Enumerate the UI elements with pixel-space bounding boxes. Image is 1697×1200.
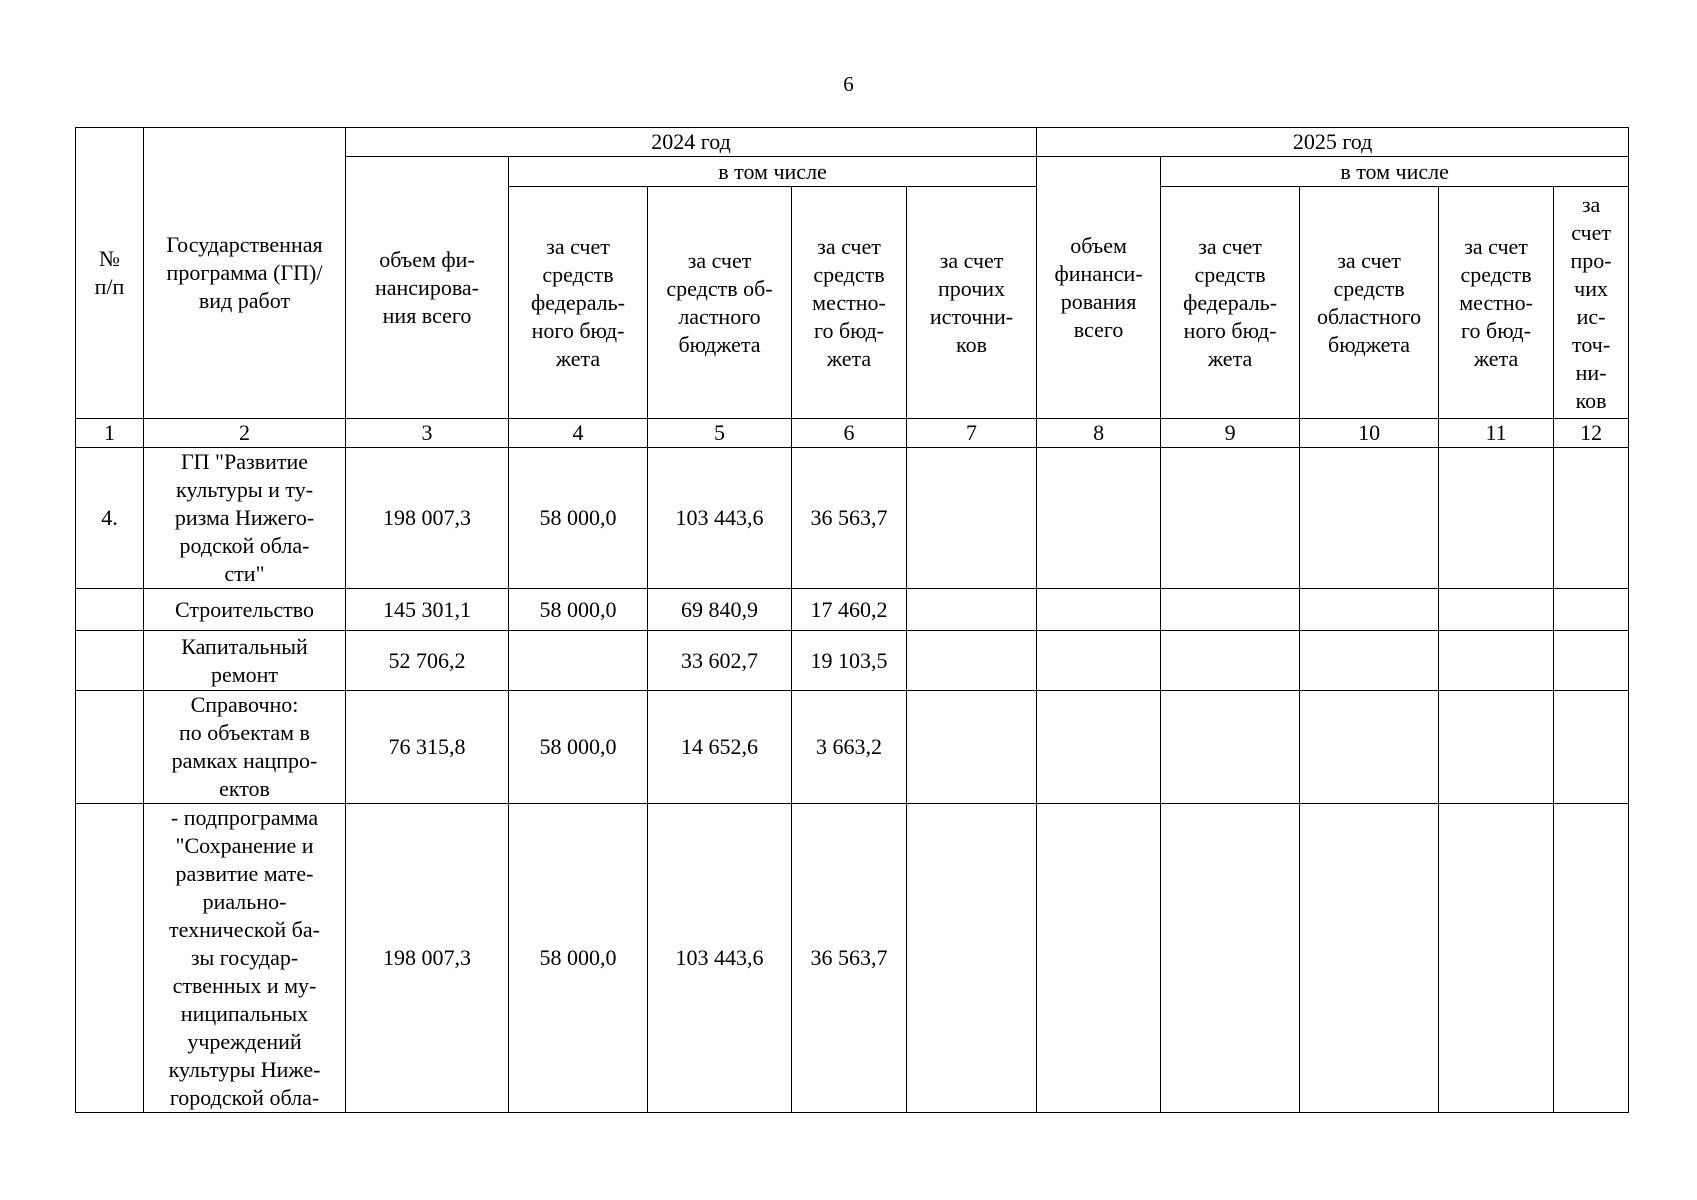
row-number: 4. xyxy=(76,448,144,589)
row-2025-federal xyxy=(1161,804,1300,1113)
row-2024-other xyxy=(907,631,1037,691)
row-2025-local xyxy=(1439,631,1554,691)
header-2024-other: за счет прочих источни- ков xyxy=(907,187,1037,419)
column-index: 9 xyxy=(1161,419,1300,448)
table-row xyxy=(76,691,1629,804)
row-2024-regional: 103 443,6 xyxy=(648,448,792,589)
column-index: 7 xyxy=(907,419,1037,448)
row-2024-regional: 69 840,9 xyxy=(648,589,792,631)
column-index: 6 xyxy=(792,419,907,448)
row-2025-regional xyxy=(1300,631,1439,691)
row-2025-total xyxy=(1037,448,1161,589)
row-2025-other xyxy=(1554,631,1629,691)
header-2025-including: в том числе xyxy=(1161,157,1629,187)
row-2024-other xyxy=(907,448,1037,589)
row-2024-regional: 103 443,6 xyxy=(648,804,792,1113)
row-2024-federal: 58 000,0 xyxy=(509,589,648,631)
row-2025-total xyxy=(1037,589,1161,631)
row-2025-federal xyxy=(1161,631,1300,691)
row-2024-local: 17 460,2 xyxy=(792,589,907,631)
row-program-name: - подпрограмма "Сохранение и развитие мате- риально- технической ба- зы государ- ственных и му- ниципальных учреждений культуры Ниже- городской обла- xyxy=(144,804,346,1113)
column-index: 3 xyxy=(346,419,509,448)
header-2024-total: объем фи- нансирова- ния всего xyxy=(346,157,509,419)
row-2025-federal xyxy=(1161,691,1300,804)
header-num: № п/п xyxy=(76,128,144,419)
row-2024-other xyxy=(907,804,1037,1113)
row-2025-local xyxy=(1439,691,1554,804)
header-2024-federal: за счет средств федераль- ного бюд- жета xyxy=(509,187,648,419)
row-2024-total: 198 007,3 xyxy=(346,804,509,1113)
column-index: 10 xyxy=(1300,419,1439,448)
row-2024-local: 36 563,7 xyxy=(792,448,907,589)
row-2025-regional xyxy=(1300,804,1439,1113)
table-row xyxy=(76,804,1629,1113)
page-number: 6 xyxy=(843,72,854,96)
header-2025-total: объем финанси- рования всего xyxy=(1037,157,1161,419)
row-2024-total: 52 706,2 xyxy=(346,631,509,691)
row-2025-regional xyxy=(1300,691,1439,804)
row-2025-other xyxy=(1554,691,1629,804)
header-2025-regional: за счет средств областного бюджета xyxy=(1300,187,1439,419)
row-2024-federal: 58 000,0 xyxy=(509,804,648,1113)
row-2025-regional xyxy=(1300,589,1439,631)
row-2024-other xyxy=(907,691,1037,804)
row-2024-regional: 33 602,7 xyxy=(648,631,792,691)
row-2025-other xyxy=(1554,448,1629,589)
row-2024-local: 3 663,2 xyxy=(792,691,907,804)
row-program-name: ГП "Развитие культуры и ту- ризма Нижего- родской обла- сти" xyxy=(144,448,346,589)
row-2025-local xyxy=(1439,448,1554,589)
row-2025-other xyxy=(1554,804,1629,1113)
header-program: Государственная программа (ГП)/ вид работ xyxy=(144,128,346,419)
row-2025-total xyxy=(1037,691,1161,804)
column-index: 2 xyxy=(144,419,346,448)
row-2025-other xyxy=(1554,589,1629,631)
row-2024-total: 198 007,3 xyxy=(346,448,509,589)
header-2025-other: за счет про- чих ис- точ- ни- ков xyxy=(1554,187,1629,419)
row-2025-local xyxy=(1439,589,1554,631)
row-program-name: Справочно: по объектам в рамках нацпро- ектов xyxy=(144,691,346,804)
row-2024-local: 36 563,7 xyxy=(792,804,907,1113)
row-2024-total: 145 301,1 xyxy=(346,589,509,631)
row-2025-local xyxy=(1439,804,1554,1113)
row-2024-other xyxy=(907,589,1037,631)
column-index: 1 xyxy=(76,419,144,448)
header-2024-including: в том числе xyxy=(509,157,1037,187)
row-program-name: Строительство xyxy=(144,589,346,631)
column-index: 12 xyxy=(1554,419,1629,448)
row-2024-federal: 58 000,0 xyxy=(509,448,648,589)
row-number xyxy=(76,804,144,1113)
row-number xyxy=(76,691,144,804)
table-row xyxy=(76,631,1629,691)
column-index: 5 xyxy=(648,419,792,448)
row-2025-total xyxy=(1037,804,1161,1113)
header-2024-local: за счет средств местно- го бюд- жета xyxy=(792,187,907,419)
column-index: 4 xyxy=(509,419,648,448)
header-year-2025: 2025 год xyxy=(1037,128,1629,157)
column-index: 8 xyxy=(1037,419,1161,448)
row-2024-total: 76 315,8 xyxy=(346,691,509,804)
row-number xyxy=(76,631,144,691)
header-2025-local: за счет средств местно- го бюд- жета xyxy=(1439,187,1554,419)
row-2025-federal xyxy=(1161,448,1300,589)
column-index-row xyxy=(76,419,1629,448)
table-row xyxy=(76,589,1629,631)
row-2024-federal xyxy=(509,631,648,691)
row-2024-local: 19 103,5 xyxy=(792,631,907,691)
header-2024-regional: за счет средств об- ластного бюджета xyxy=(648,187,792,419)
header-2025-federal: за счет средств федераль- ного бюд- жета xyxy=(1161,187,1300,419)
row-2024-regional: 14 652,6 xyxy=(648,691,792,804)
header-year-2024: 2024 год xyxy=(346,128,1037,157)
row-program-name: Капитальный ремонт xyxy=(144,631,346,691)
row-2025-federal xyxy=(1161,589,1300,631)
row-2025-regional xyxy=(1300,448,1439,589)
row-number xyxy=(76,589,144,631)
table-row xyxy=(76,448,1629,589)
column-index: 11 xyxy=(1439,419,1554,448)
header-row-years xyxy=(76,128,1629,157)
row-2024-federal: 58 000,0 xyxy=(509,691,648,804)
row-2025-total xyxy=(1037,631,1161,691)
financing-table xyxy=(75,127,1629,1113)
